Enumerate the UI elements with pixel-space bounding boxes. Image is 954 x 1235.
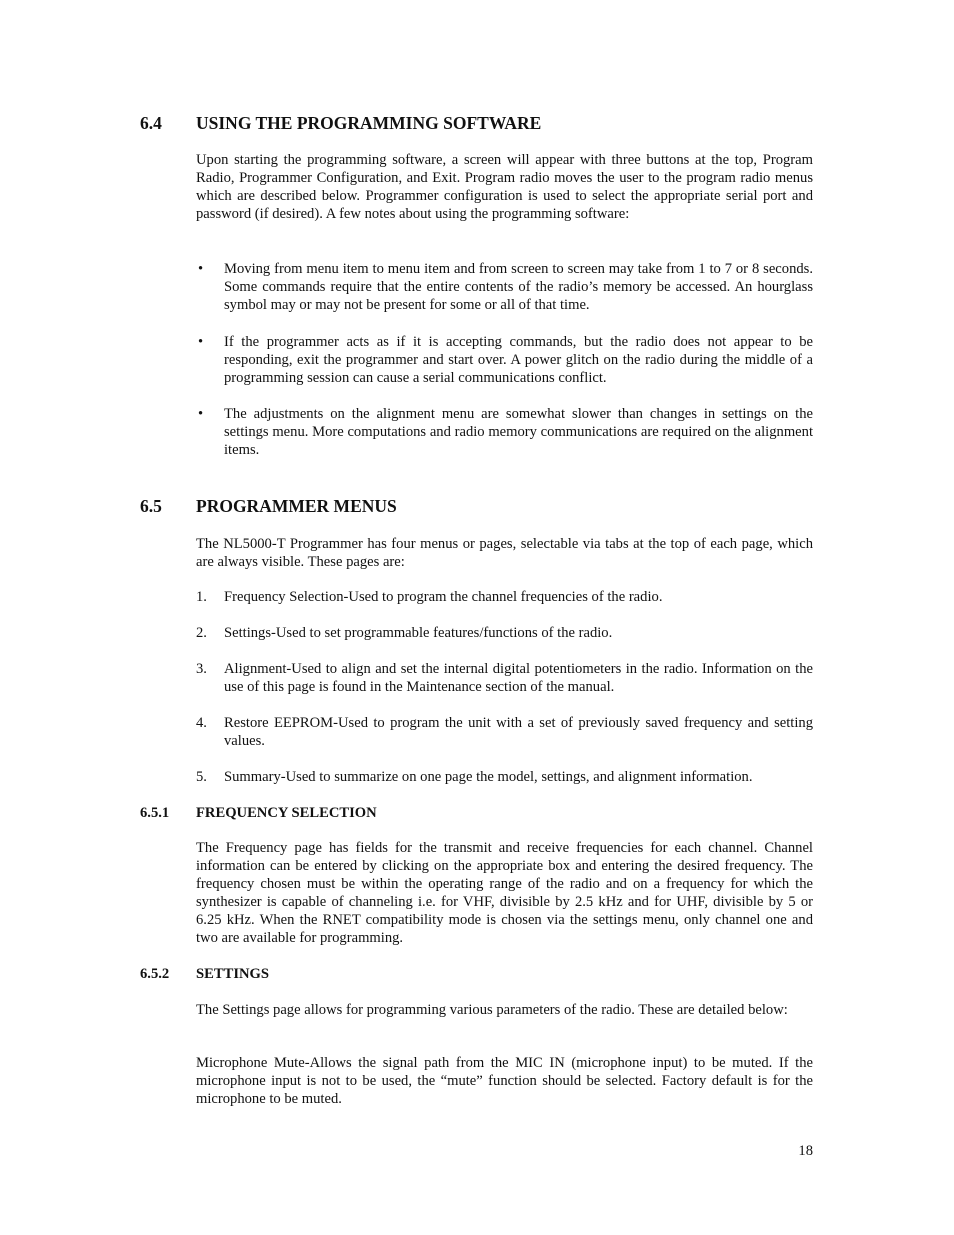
section-6-5-2-number: 6.5.2 — [140, 966, 170, 982]
section-6-5-2-title: SETTINGS — [196, 966, 270, 982]
section-6-4-number: 6.4 — [140, 113, 162, 133]
section-6-4-title: USING THE PROGRAMMING SOFTWARE — [196, 113, 542, 133]
list-text: Settings-Used to set programmable features/functions of the radio. — [224, 625, 613, 641]
page-number: 18 — [798, 1143, 813, 1159]
list-number: 5. — [196, 769, 207, 785]
menu-list-item-5 — [196, 768, 813, 786]
section-6-4-intro: Upon starting the programming software, a screen will appear with three buttons at the top, Program Radio, Programmer Configuration, and Exit. Program radio moves the user to the program radio menus which are described below. Programmer configuration is used to select the appropriate serial port and password (if desired). A few notes about using the programming software: — [196, 152, 813, 222]
section-6-5-2-body: The Settings page allows for programming various parameters of the radio. These are detailed below: — [196, 1002, 788, 1018]
bullet-item-3 — [196, 405, 813, 459]
list-text: Alignment-Used to align and set the internal digital potentiometers in the radio. Information on the use of this page is found in the Maintenance section of the manual. — [224, 661, 813, 695]
bullet-text: The adjustments on the alignment menu are somewhat slower than changes in settings on the settings menu. More computations and radio memory communications are required on the alignment items. — [224, 406, 813, 458]
list-text: Summary-Used to summarize on one page the model, settings, and alignment information. — [224, 769, 753, 785]
list-text: Restore EEPROM-Used to program the unit with a set of previously saved frequency and setting values. — [224, 715, 813, 749]
section-6-5-1-number: 6.5.1 — [140, 805, 170, 821]
list-text: Frequency Selection-Used to program the channel frequencies of the radio. — [224, 589, 663, 605]
bullet-icon: • — [198, 261, 204, 277]
bullet-icon: • — [198, 406, 204, 422]
section-6-5-intro: The NL5000-T Programmer has four menus or pages, selectable via tabs at the top of each page, which are always visible. These pages are: — [196, 536, 813, 570]
bullet-item-2 — [196, 333, 813, 387]
section-6-5-1-title: FREQUENCY SELECTION — [196, 805, 377, 821]
bullet-item-1 — [196, 260, 813, 314]
list-number: 4. — [196, 715, 207, 731]
list-number: 2. — [196, 625, 207, 641]
bullet-icon: • — [198, 334, 204, 350]
microphone-mute-paragraph: Microphone Mute-Allows the signal path from the MIC IN (microphone input) to be muted. If the microphone input is not to be used, the “mute” function should be selected. Factory default is for the microphone to be muted. — [196, 1055, 813, 1107]
menu-list-item-1 — [196, 588, 813, 606]
menu-list-item-3 — [196, 660, 813, 696]
list-number: 1. — [196, 589, 207, 605]
bullet-text: Moving from menu item to menu item and from screen to screen may take from 1 to 7 or 8 seconds. Some commands require that the entire contents of the radio’s memory be accessed. An hourglass symbol may or may not be present for some or all of that time. — [224, 261, 813, 313]
menu-list-item-4 — [196, 714, 813, 750]
list-number: 3. — [196, 661, 207, 677]
section-6-5-title: PROGRAMMER MENUS — [196, 496, 397, 516]
section-6-5-number: 6.5 — [140, 496, 162, 516]
menu-list-item-2 — [196, 624, 813, 642]
section-6-5-1-body: The Frequency page has fields for the transmit and receive frequencies for each channel. Channel information can be entered by clicking on the appropriate box and entering the desired frequency. The frequency chosen must be within the operating range of the radio and on a frequency for which the synthesizer is capable of channeling i.e. for VHF, divisible by 2.5 kHz and for UHF, divisible by 5 or 6.25 kHz. When the RNET compatibility mode is chosen via the settings menu, only channel one and two are available for programming. — [196, 840, 813, 946]
bullet-text: If the programmer acts as if it is accepting commands, but the radio does not appear to be responding, exit the programmer and start over. A power glitch on the radio during the middle of a programming session can cause a serial communications conflict. — [224, 334, 813, 386]
